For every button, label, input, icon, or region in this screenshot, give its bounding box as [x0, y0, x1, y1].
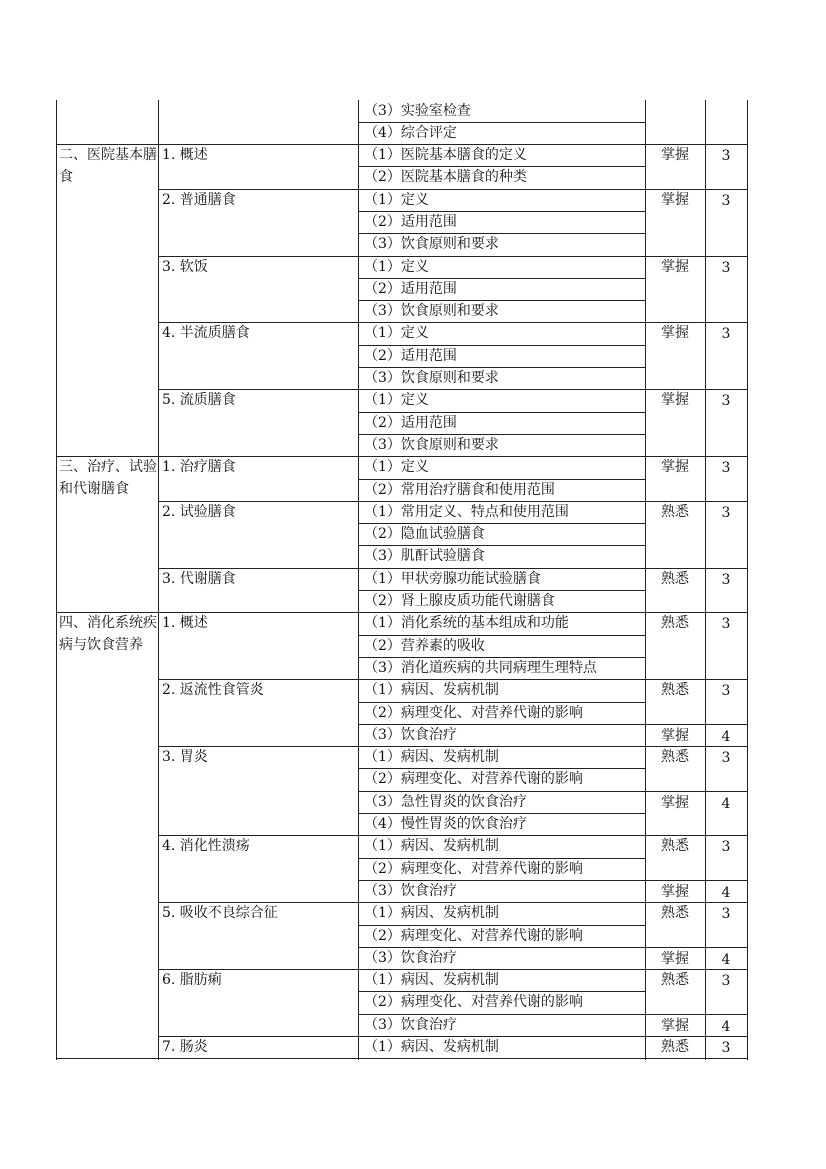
- class-hours: 3: [721, 571, 731, 588]
- class-hours: 3: [721, 460, 731, 477]
- topic-name: 5. 流质膳食: [162, 392, 236, 409]
- column-border-1: [158, 100, 159, 1060]
- mastery-level: 熟悉: [661, 570, 689, 587]
- class-hours: 3: [721, 683, 731, 700]
- content-item: （3）饮食原则和要求: [364, 303, 499, 320]
- section-name: 四、消化系统疾病与饮食营养: [59, 615, 157, 654]
- mastery-level: 熟悉: [661, 838, 689, 855]
- content-item: （4）慢性胃炎的饮食治疗: [364, 816, 527, 832]
- content-item: （2）适用范围: [364, 347, 457, 364]
- topic-name: 5. 吸收不良综合征: [162, 905, 278, 922]
- content-item: （3）饮食原则和要求: [364, 436, 499, 453]
- class-hours: 3: [721, 906, 731, 923]
- topic-name: 3. 软饭: [162, 258, 208, 275]
- mastery-level: 熟悉: [661, 972, 689, 989]
- content-item: （1）常用定义、特点和使用范围: [364, 503, 569, 520]
- mastery-level: 掌握: [661, 147, 689, 163]
- topic-name: 6. 脂肪痢: [162, 972, 222, 989]
- content-item: （3）饮食治疗: [364, 949, 457, 966]
- class-hours: 3: [721, 192, 731, 209]
- mastery-level: 熟悉: [661, 682, 689, 699]
- mastery-level: 熟悉: [661, 615, 689, 632]
- topic-name: 2. 返流性食管炎: [162, 682, 264, 699]
- mastery-level: 掌握: [661, 325, 689, 342]
- content-item: （1）定义: [364, 459, 429, 476]
- topic-name: 1. 治疗膳食: [162, 459, 236, 476]
- content-item: （3）饮食原则和要求: [364, 236, 499, 253]
- content-item: （3）饮食原则和要求: [364, 370, 499, 386]
- content-item: （2）病理变化、对营养代谢的影响: [364, 927, 583, 944]
- class-hours: 4: [721, 951, 731, 968]
- syllabus-table: [56, 100, 747, 1060]
- mastery-level: 熟悉: [661, 1039, 689, 1055]
- class-hours: 4: [721, 728, 731, 745]
- content-item: （1）病因、发病机制: [364, 1039, 499, 1055]
- content-item: （2）常用治疗膳食和使用范围: [364, 481, 555, 498]
- content-item: （1）定义: [364, 325, 429, 342]
- content-item: （1）病因、发病机制: [364, 838, 499, 855]
- mastery-level: 掌握: [661, 191, 689, 208]
- content-item: （2）适用范围: [364, 414, 457, 431]
- topic-name: 3. 代谢膳食: [162, 570, 236, 587]
- content-item: （3）饮食治疗: [364, 1016, 457, 1033]
- content-item: （1）医院基本膳食的定义: [364, 147, 527, 163]
- class-hours: 3: [721, 1040, 731, 1056]
- class-hours: 3: [721, 616, 731, 633]
- content-item: （4）综合评定: [364, 125, 457, 141]
- content-item: （2）病理变化、对营养代谢的影响: [364, 704, 583, 721]
- class-hours: 3: [721, 839, 731, 856]
- mastery-level: 掌握: [661, 1017, 689, 1034]
- topic-name: 4. 消化性溃疡: [162, 838, 250, 855]
- mastery-level: 掌握: [661, 950, 689, 967]
- section-name: 二、医院基本膳食: [59, 147, 157, 185]
- content-item: （1）病因、发病机制: [364, 749, 499, 766]
- class-hours: 3: [721, 148, 731, 164]
- content-item: （1）定义: [364, 258, 429, 275]
- class-hours: 4: [721, 795, 731, 812]
- content-item: （1）消化系统的基本组成和功能: [364, 615, 569, 632]
- content-item: （3）消化道疾病的共同病理生理特点: [364, 659, 597, 676]
- topic-name: 2. 普通膳食: [162, 191, 236, 208]
- section-name: 三、治疗、试验和代谢膳食: [59, 459, 157, 498]
- class-hours: 3: [721, 973, 731, 990]
- content-item: （2）病理变化、对营养代谢的影响: [364, 771, 583, 788]
- topic-name: 2. 试验膳食: [162, 503, 236, 520]
- content-item: （1）定义: [364, 392, 429, 409]
- mastery-level: 掌握: [661, 883, 689, 900]
- content-item: （2）医院基本膳食的种类: [364, 169, 527, 186]
- content-item: （3）急性胃炎的饮食治疗: [364, 793, 527, 810]
- class-hours: 3: [721, 259, 731, 276]
- class-hours: 3: [721, 326, 731, 343]
- content-item: （2）适用范围: [364, 213, 457, 230]
- mastery-level: 熟悉: [661, 905, 689, 922]
- content-item: （2）隐血试验膳食: [364, 526, 485, 543]
- mastery-level: 熟悉: [661, 749, 689, 766]
- content-item: （1）病因、发病机制: [364, 972, 499, 989]
- content-item: （2）病理变化、对营养代谢的影响: [364, 994, 583, 1011]
- topic-name: 1. 概述: [162, 147, 208, 163]
- content-item: （3）饮食治疗: [364, 882, 457, 899]
- column-border-0: [56, 100, 57, 1060]
- content-item: （3）饮食治疗: [364, 726, 457, 743]
- content-item: （2）营养素的吸收: [364, 637, 485, 654]
- mastery-level: 掌握: [661, 794, 689, 811]
- class-hours: 4: [721, 884, 731, 901]
- mastery-level: 掌握: [661, 258, 689, 275]
- content-item: （1）病因、发病机制: [364, 682, 499, 699]
- mastery-level: 掌握: [661, 459, 689, 476]
- topic-name: 7. 肠炎: [162, 1039, 208, 1055]
- content-item: （3）实验室检查: [364, 103, 471, 119]
- topic-name: 1. 概述: [162, 615, 208, 632]
- mastery-level: 熟悉: [661, 503, 689, 520]
- content-item: （1）定义: [364, 191, 429, 208]
- mastery-level: 掌握: [661, 392, 689, 409]
- mastery-level: 掌握: [661, 727, 689, 744]
- column-border-5: [747, 100, 748, 1060]
- section-divider: [56, 1058, 747, 1059]
- column-border-2: [358, 100, 359, 1060]
- content-item: （1）病因、发病机制: [364, 905, 499, 922]
- content-item: （2）适用范围: [364, 280, 457, 297]
- content-item: （3）肌酐试验膳食: [364, 548, 485, 565]
- topic-name: 4. 半流质膳食: [162, 325, 250, 342]
- class-hours: 3: [721, 750, 731, 767]
- class-hours: 4: [721, 1018, 731, 1035]
- class-hours: 3: [721, 504, 731, 521]
- content-item: （2）肾上腺皮质功能代谢膳食: [364, 593, 555, 609]
- class-hours: 3: [721, 393, 731, 410]
- topic-name: 3. 胃炎: [162, 749, 208, 766]
- content-item: （1）甲状旁腺功能试验膳食: [364, 570, 541, 587]
- content-item: （2）病理变化、对营养代谢的影响: [364, 860, 583, 877]
